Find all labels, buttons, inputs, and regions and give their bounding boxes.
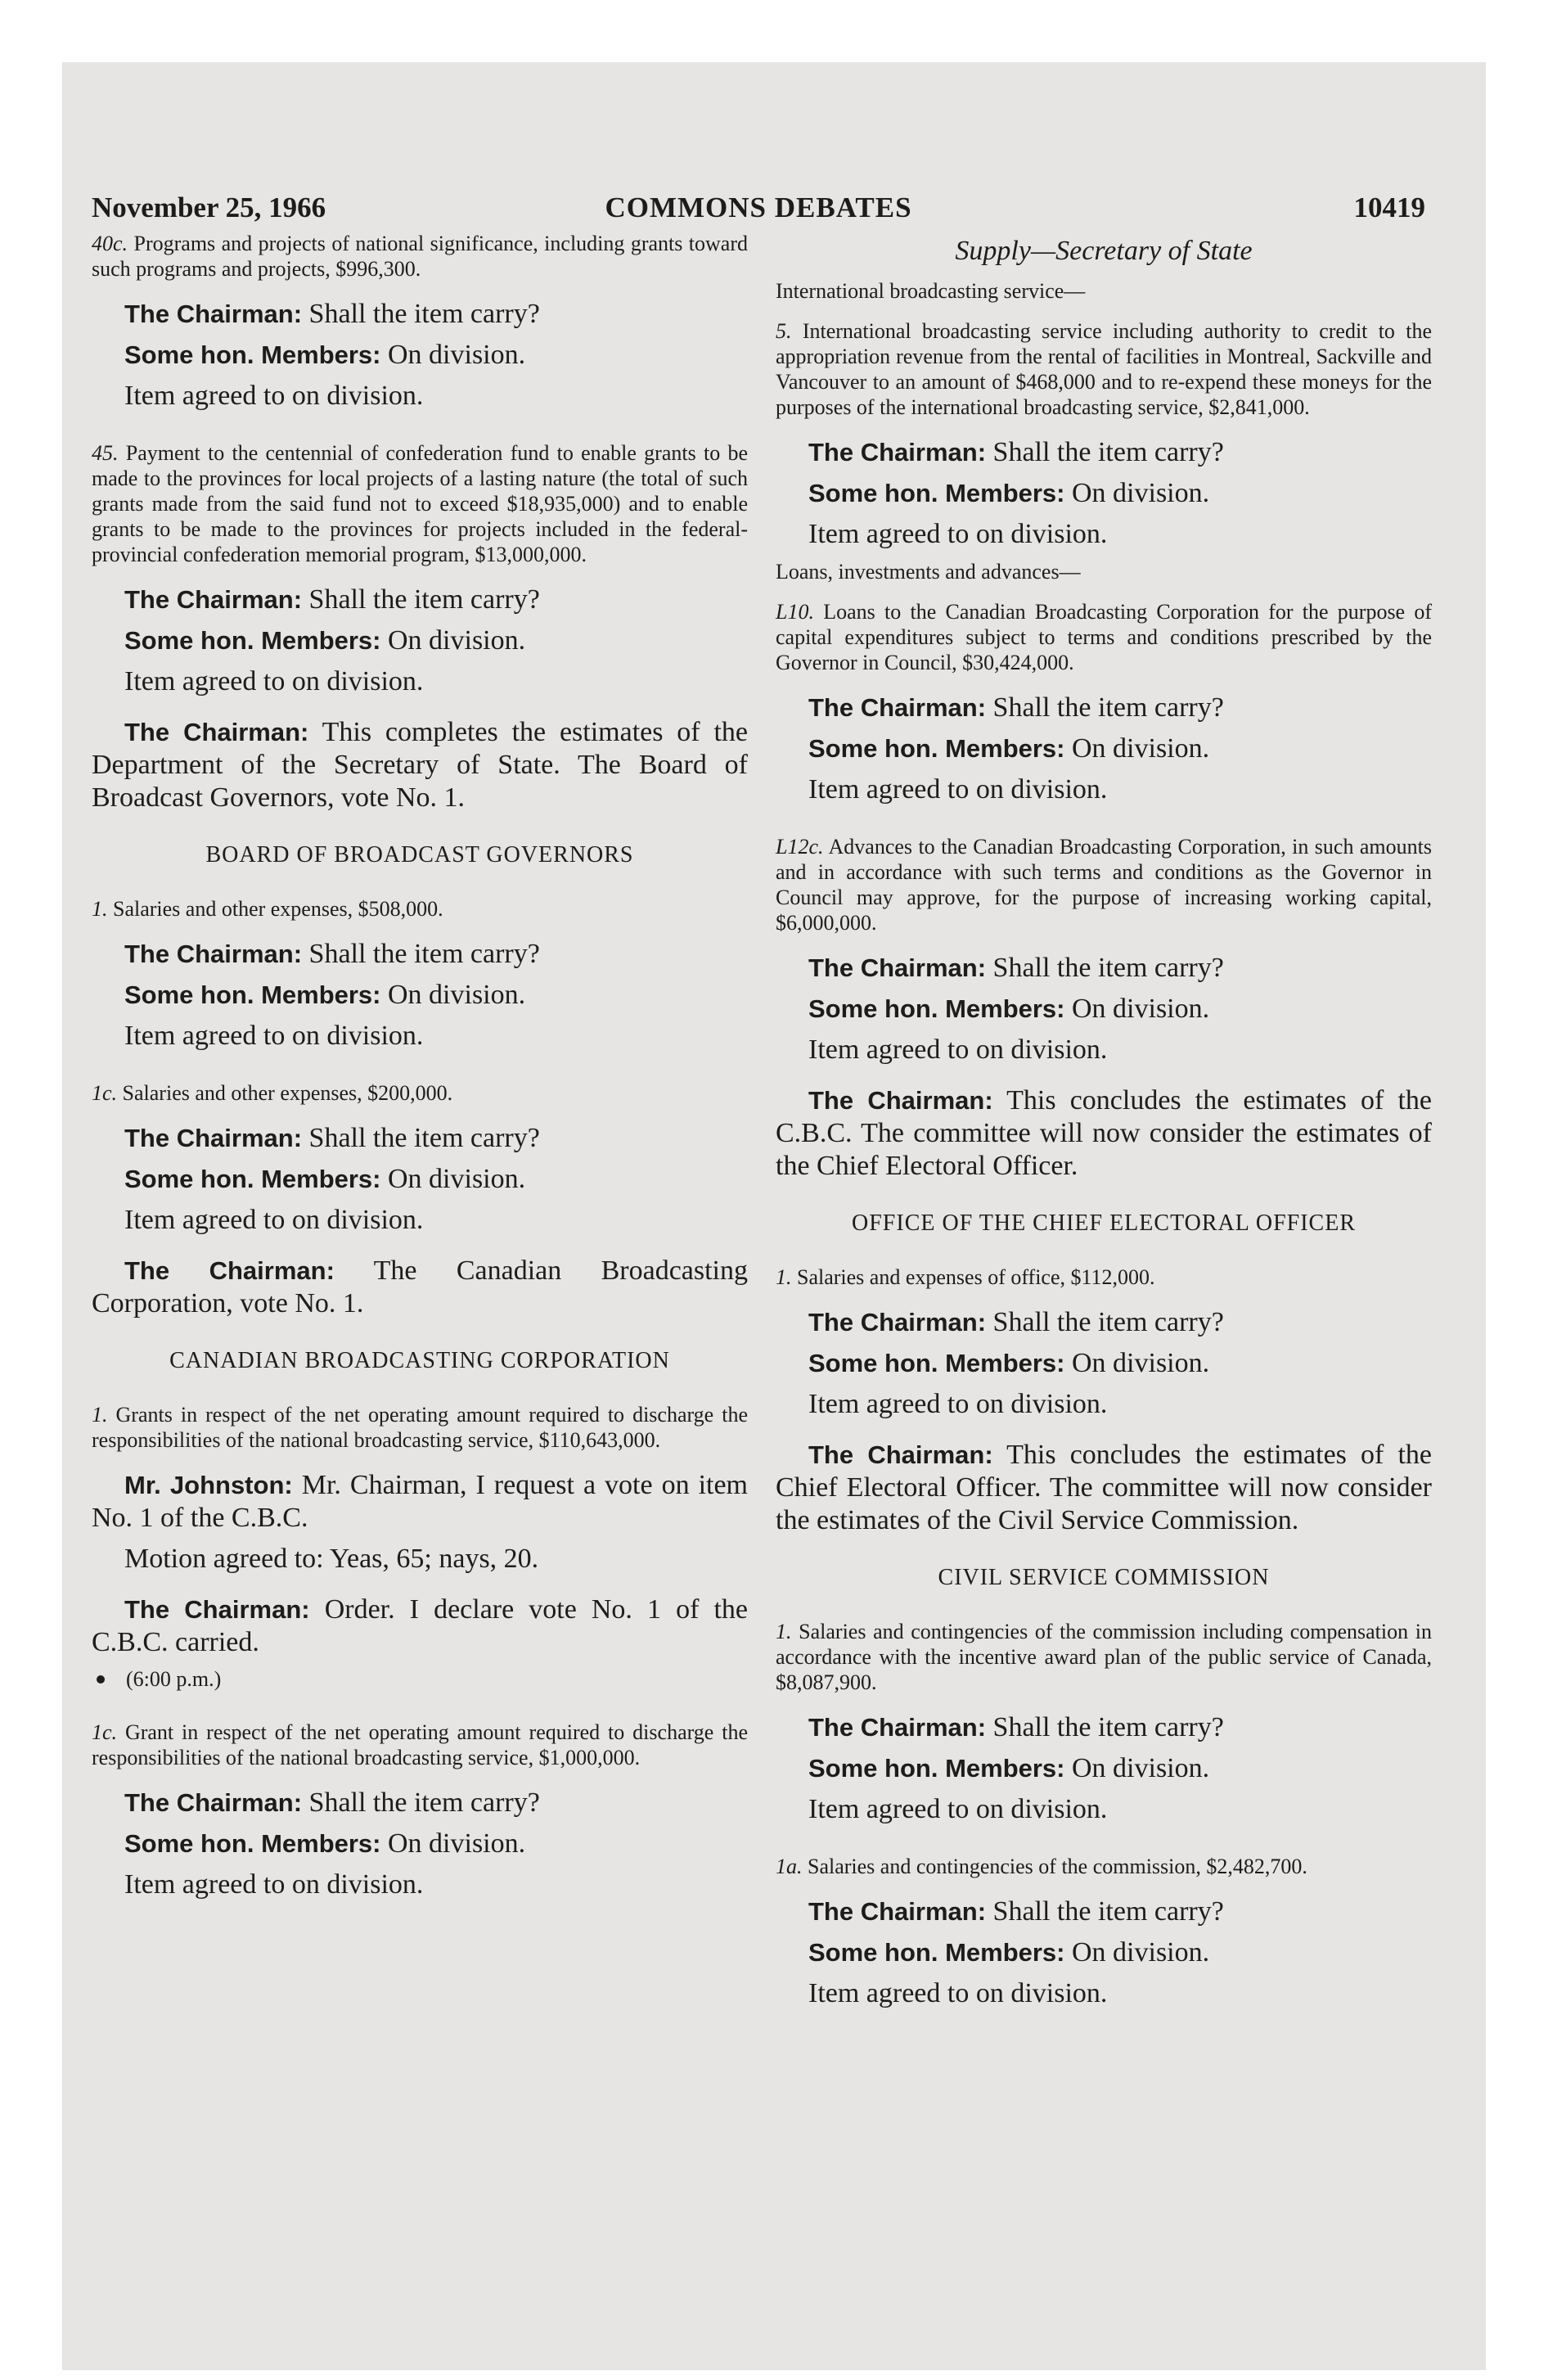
- note-text: Item agreed to on division.: [124, 1205, 424, 1235]
- item-text: Salaries and other expenses, $508,000.: [113, 897, 443, 921]
- speech-text: This concludes the estimates of the Chief Electoral Officer. The committee will now consider the estimates of the Civil Service Commission.: [776, 1440, 1432, 1535]
- time-marker: [92, 1667, 748, 1692]
- proceeding-note: [92, 1020, 748, 1053]
- speech-paragraph: [776, 732, 1432, 765]
- speech-text: On division.: [1072, 1348, 1210, 1378]
- note-text: Item agreed to on division.: [808, 1794, 1108, 1824]
- header-date: November 25, 1966: [92, 192, 326, 223]
- speech-text: This completes the estimates of the Department of the Secretary of State. The Board of Broadcast Governors, vote No. 1.: [92, 717, 749, 813]
- proceeding-note: [776, 773, 1432, 806]
- speech-text: On division.: [1072, 733, 1210, 764]
- speech-paragraph: [776, 1711, 1432, 1744]
- speech-text: On division.: [1072, 478, 1210, 508]
- speech-text: Shall the item carry?: [992, 692, 1224, 723]
- speaker-name: Some hon. Members:: [124, 980, 381, 1009]
- speech-text: Shall the item carry?: [992, 437, 1224, 467]
- category-heading: International broadcasting service—: [776, 279, 1086, 303]
- right-column: [776, 231, 1432, 2018]
- speech-paragraph: [92, 1593, 748, 1659]
- item-text: Grant in respect of the net operating amount required to discharge the responsibilities of the national broadcasting service, $1,000,000.: [92, 1720, 748, 1769]
- running-subhead: Supply—Secretary of State: [955, 236, 1253, 266]
- speaker-name: The Chairman:: [808, 1897, 987, 1926]
- speech-paragraph: [776, 477, 1432, 510]
- speaker-name: Some hon. Members:: [808, 1938, 1065, 1967]
- speech-paragraph: [776, 952, 1432, 985]
- speaker-name: The Chairman:: [808, 1440, 993, 1469]
- speaker-name: Some hon. Members:: [808, 1754, 1065, 1783]
- note-text: Motion agreed to: Yeas, 65; nays, 20.: [124, 1544, 539, 1574]
- item-text: Salaries and contingencies of the commission including compensation in accordance with the incentive award plan of the public service of Canada, $8,087,900.: [776, 1620, 1432, 1694]
- item-number: 40c.: [92, 232, 128, 255]
- speech-text: Shall the item carry?: [308, 939, 540, 969]
- speech-text: On division.: [1072, 1937, 1210, 1968]
- speech-paragraph: [776, 1936, 1432, 1969]
- item-number: 1a.: [776, 1855, 803, 1878]
- speech-text: The Canadian Broadcasting Corporation, vote No. 1.: [92, 1255, 749, 1318]
- item-text: Loans to the Canadian Broadcasting Corporation for the purpose of capital expenditures subject to terms and conditions prescribed by the Governor in Council, $30,424,000.: [776, 600, 1432, 674]
- section-heading: CIVIL SERVICE COMMISSION: [938, 1565, 1270, 1590]
- section-heading: CANADIAN BROADCASTING CORPORATION: [169, 1348, 670, 1373]
- note-text: Item agreed to on division.: [808, 1389, 1108, 1419]
- item-text: International broadcasting service including authority to credit to the appropriation revenue from the rental of facilities in Montreal, Sackville and Vancouver to an amount of $468,000 and to re-expend these moneys for the purposes of the international broadcasting service, $2,841,000.: [776, 319, 1433, 419]
- section-heading: OFFICE OF THE CHIEF ELECTORAL OFFICER: [852, 1210, 1356, 1236]
- note-text: Item agreed to on division.: [808, 1034, 1108, 1065]
- item-number: 5.: [776, 319, 792, 343]
- speech-text: On division.: [388, 980, 526, 1010]
- item-number: 1c.: [92, 1081, 118, 1105]
- speaker-name: The Chairman:: [124, 1788, 303, 1817]
- speaker-name: The Chairman:: [808, 1713, 987, 1742]
- item-number: L12c.: [776, 835, 824, 859]
- speech-paragraph: [776, 1306, 1432, 1339]
- speaker-name: The Chairman:: [808, 693, 987, 722]
- category-heading: Loans, investments and advances—: [776, 560, 1081, 584]
- speech-paragraph: [92, 716, 748, 814]
- speaker-name: The Chairman:: [124, 718, 309, 746]
- speech-text: Mr. Chairman, I request a vote on item No. 1 of the C.B.C.: [92, 1470, 748, 1533]
- speech-paragraph: [92, 584, 748, 616]
- header-page-number: 10419: [1353, 192, 1425, 223]
- speaker-name: The Chairman:: [124, 1124, 303, 1152]
- speech-paragraph: [92, 1122, 748, 1155]
- time-text: (6:00 p.m.): [126, 1667, 222, 1691]
- speech-paragraph: [92, 938, 748, 971]
- speaker-name: Some hon. Members:: [124, 1165, 381, 1193]
- speaker-name: The Chairman:: [124, 300, 303, 328]
- proceeding-note: [92, 1868, 748, 1901]
- item-number: 45.: [92, 441, 119, 465]
- note-text: Item agreed to on division.: [124, 1869, 424, 1900]
- estimate-item: [92, 231, 748, 282]
- speaker-name: Some hon. Members:: [808, 994, 1065, 1023]
- item-text: Programs and projects of national significance, including grants toward such programs and projects, $996,300.: [92, 232, 749, 281]
- speaker-name: Some hon. Members:: [124, 626, 381, 655]
- note-text: Item agreed to on division.: [124, 1021, 424, 1051]
- speaker-name: The Chairman:: [808, 1308, 987, 1336]
- speech-text: Shall the item carry?: [308, 584, 540, 615]
- speech-paragraph: [92, 1787, 748, 1819]
- item-number: 1.: [92, 897, 108, 921]
- speaker-name: Some hon. Members:: [808, 1349, 1065, 1377]
- speech-text: On division.: [388, 625, 526, 656]
- speech-text: On division.: [1072, 1753, 1210, 1783]
- note-text: Item agreed to on division.: [808, 1978, 1108, 2008]
- speech-paragraph: [92, 298, 748, 331]
- estimate-item: [776, 599, 1432, 675]
- speech-paragraph: [776, 993, 1432, 1025]
- estimate-item: [776, 1619, 1432, 1695]
- speech-paragraph: [92, 1469, 748, 1535]
- estimate-item: [776, 1264, 1432, 1290]
- estimate-item: [92, 1720, 748, 1770]
- item-number: 1.: [776, 1265, 792, 1289]
- speech-paragraph: [92, 1163, 748, 1196]
- speech-paragraph: [92, 624, 748, 657]
- item-number: 1c.: [92, 1720, 118, 1744]
- proceeding-note: [92, 665, 748, 698]
- speech-text: Shall the item carry?: [992, 1712, 1224, 1742]
- speech-paragraph: [776, 1084, 1432, 1183]
- item-text: Salaries and other expenses, $200,000.: [122, 1081, 453, 1105]
- speech-text: On division.: [388, 340, 526, 370]
- speaker-name: Some hon. Members:: [124, 340, 381, 369]
- estimate-item: [92, 1402, 748, 1453]
- note-text: Item agreed to on division.: [124, 381, 424, 411]
- speech-paragraph: [92, 979, 748, 1012]
- speaker-name: Some hon. Members:: [124, 1829, 381, 1858]
- speaker-name: Some hon. Members:: [808, 734, 1065, 763]
- speech-text: Shall the item carry?: [308, 1787, 540, 1818]
- speech-text: Shall the item carry?: [992, 1896, 1224, 1927]
- header-title: COMMONS DEBATES: [605, 192, 912, 223]
- proceeding-note: [776, 1034, 1432, 1066]
- speech-text: On division.: [388, 1164, 526, 1194]
- speech-text: Order. I declare vote No. 1 of the C.B.C. carried.: [92, 1594, 749, 1657]
- speech-paragraph: [92, 1255, 748, 1320]
- proceeding-note: [776, 1793, 1432, 1826]
- item-text: Salaries and expenses of office, $112,000.: [797, 1265, 1155, 1289]
- speech-paragraph: [776, 436, 1432, 469]
- item-text: Salaries and contingencies of the commission, $2,482,700.: [808, 1855, 1307, 1878]
- speech-text: On division.: [388, 1828, 526, 1859]
- speech-paragraph: [776, 1439, 1432, 1537]
- estimate-item: [776, 1854, 1432, 1879]
- proceeding-note: [776, 518, 1432, 551]
- item-text: Advances to the Canadian Broadcasting Corporation, in such amounts and in accordance with such terms and conditions as the Governor in Council may approve, for the purpose of increasing working capital, $6,000,000.: [776, 835, 1432, 935]
- speaker-name: The Chairman:: [124, 1256, 335, 1285]
- estimate-item: [92, 1080, 748, 1106]
- speech-paragraph: [92, 339, 748, 372]
- speaker-name: The Chairman:: [808, 953, 987, 982]
- item-number: 1.: [776, 1620, 792, 1643]
- note-text: Item agreed to on division.: [808, 774, 1108, 805]
- note-text: Item agreed to on division.: [808, 519, 1108, 549]
- speech-paragraph: [776, 1347, 1432, 1380]
- bullet-icon: [97, 1675, 105, 1684]
- speech-text: This concludes the estimates of the C.B.C. The committee will now consider the estimates of the Chief Electoral Officer.: [776, 1085, 1432, 1181]
- estimate-item: [776, 318, 1432, 420]
- proceeding-note: [776, 1388, 1432, 1421]
- speaker-name: The Chairman:: [124, 940, 303, 968]
- speaker-name: The Chairman:: [124, 1595, 310, 1624]
- section-heading: BOARD OF BROADCAST GOVERNORS: [205, 842, 634, 868]
- estimate-item: [776, 834, 1432, 935]
- speech-paragraph: [92, 1828, 748, 1860]
- proceeding-note: [92, 1543, 748, 1575]
- speech-text: On division.: [1072, 994, 1210, 1024]
- note-text: Item agreed to on division.: [124, 666, 424, 696]
- item-text: Grants in respect of the net operating amount required to discharge the responsibilities of the national broadcasting service, $110,643,000.: [92, 1403, 749, 1452]
- page-header: [92, 192, 1425, 231]
- speech-text: Shall the item carry?: [992, 1307, 1224, 1337]
- item-number: L10.: [776, 600, 814, 624]
- item-text: Payment to the centennial of confederation fund to enable grants to be made to the provinces for local projects of a lasting nature (the total of such grants made from the said fund not to exceed $18,935,000) and to enable grants to be made to the provinces for projects included in the federal-provincial confederation memorial program, $13,000,000.: [92, 441, 749, 566]
- speaker-name: Some hon. Members:: [808, 479, 1065, 507]
- speech-paragraph: [776, 1752, 1432, 1785]
- estimate-item: [92, 440, 748, 567]
- speech-text: Shall the item carry?: [308, 299, 540, 329]
- proceeding-note: [92, 380, 748, 412]
- item-number: 1.: [92, 1403, 108, 1427]
- speaker-name: The Chairman:: [124, 585, 303, 614]
- speech-text: Shall the item carry?: [308, 1123, 540, 1153]
- speaker-name: The Chairman:: [808, 438, 987, 467]
- speaker-name: The Chairman:: [808, 1086, 993, 1115]
- speech-paragraph: [776, 1895, 1432, 1928]
- speech-text: Shall the item carry?: [992, 953, 1224, 983]
- proceeding-note: [776, 1977, 1432, 2010]
- proceeding-note: [92, 1204, 748, 1237]
- estimate-item: [92, 896, 748, 922]
- speaker-name: Mr. Johnston:: [124, 1471, 293, 1499]
- left-column: [92, 231, 748, 1909]
- speech-paragraph: [776, 692, 1432, 724]
